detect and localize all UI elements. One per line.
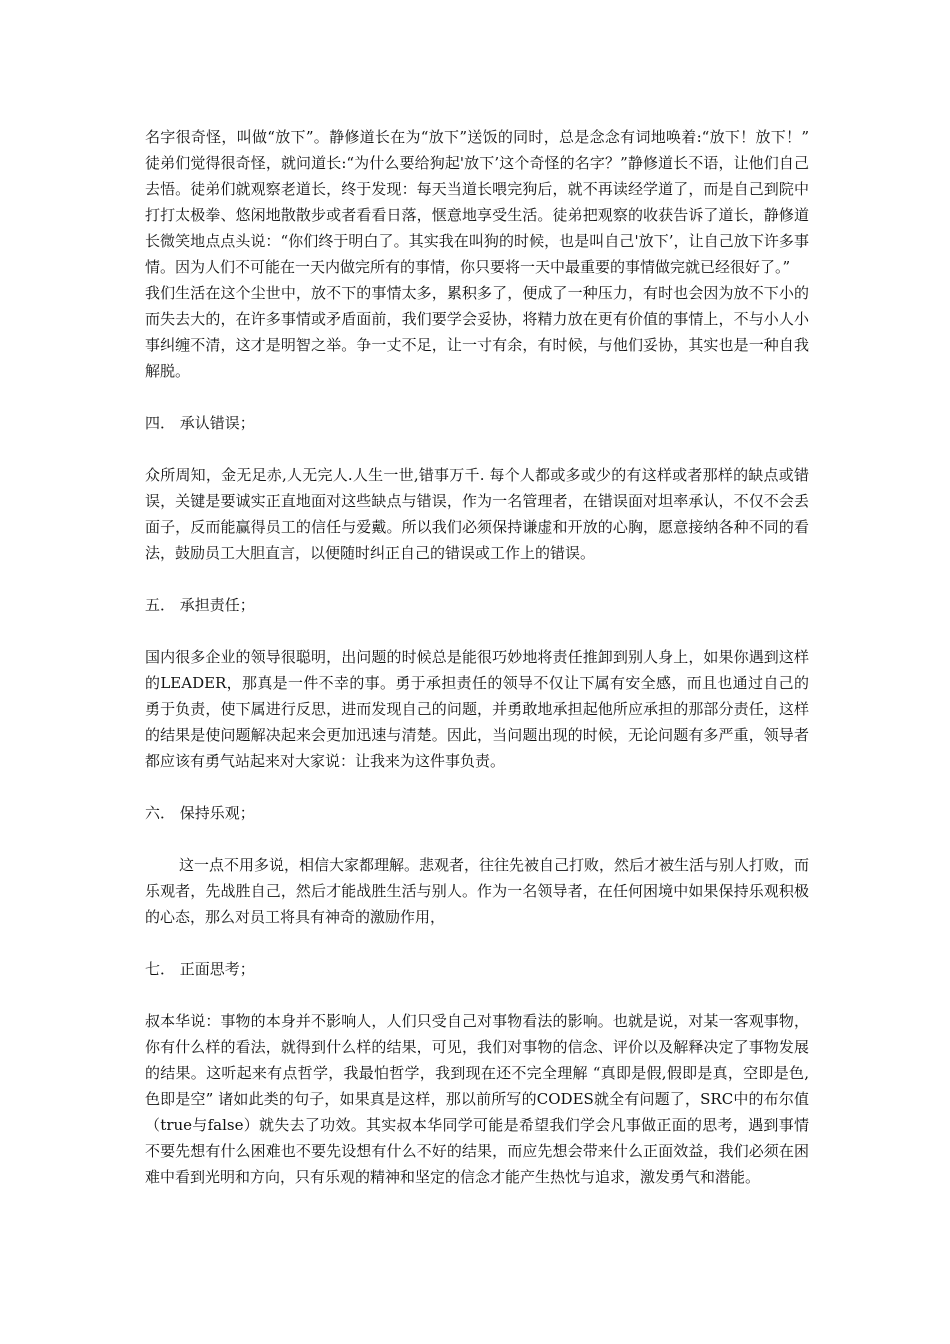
paragraph-stay-optimistic: 这一点不用多说，相信大家都理解。悲观者，往往先被自己打败，然后才被生活与别人打败，而乐观者，先战胜自己，然后才能战胜生活与别人。作为一名领导者，在任何困境中如果保持乐观积极的心态，那么对员工将具有神奇的激励作用， bbox=[145, 856, 810, 926]
paragraph-intro-compromise: 我们生活在这个尘世中，放不下的事情太多，累积多了，便成了一种压力，有时也会因为放不下小的而失去大的，在许多事情或矛盾面前，我们要学会妥协，将精力放在更有价值的事情上，不与小人小事纠缠不清，这才是明智之举。争一丈不足，让一寸有余，有时候，与他们妥协，其实也是一种自我解脱。 bbox=[145, 284, 809, 380]
paragraph-take-responsibility: 国内很多企业的领导很聪明，出问题的时候总是能很巧妙地将责任推卸到别人身上，如果你遇到这样的LEADER，那真是一件不幸的事。勇于承担责任的领导不仅让下属有安全感，而且也通过自己的勇于负责，使下属进行反思，进而发现自己的问题，并勇敢地承担起他所应承担的那部分责任，这样的结果是使问题解决起来会更加迅速与清楚。因此，当问题出现的时候，无论问题有多严重，领导者都应该有勇气站起来对大家说：让我来为这件事负责。 bbox=[145, 648, 809, 770]
section-heading-admit-mistakes: 四． 承认错误； bbox=[145, 414, 255, 432]
paragraph-positive-thinking: 叔本华说：事物的本身并不影响人，人们只受自己对事物看法的影响。也就是说，对某一客观事物，你有什么样的看法，就得到什么样的结果，可见，我们对事物的信念、评价以及解释决定了事物发展的结果。这听起来有点哲学，我最怕哲学，我到现在还不完全理解 “真即是假,假即是真，空即是色,色即是空” 诸如此类的句子，如果真是这样，那以前所写的CODES就全有问题了，SRC中的布尔值（true与false）就失去了功效。其实叔本华同学可能是希望我们学会凡事做正面的思考，遇到事情不要先想有什么困难也不要先设想有什么不好的结果，而应先想会带来什么正面效益，我们必须在困难中看到光明和方向，只有乐观的精神和坚定的信念才能产生热忱与追求，激发勇气和潜能。 bbox=[145, 1012, 809, 1186]
paragraph-admit-mistakes: 众所周知，金无足赤,人无完人.人生一世,错事万千. 每个人都或多或少的有这样或者那样的缺点或错误，关键是要诚实正直地面对这些缺点与错误，作为一名管理者，在错误面对坦率承认，不仅不会丢面子，反而能赢得员工的信任与爱戴。所以我们必须保持谦虚和开放的心胸，愿意接纳各种不同的看法，鼓励员工大胆直言，以便随时纠正自己的错误或工作上的错误。 bbox=[145, 466, 809, 562]
section-heading-stay-optimistic: 六． 保持乐观； bbox=[145, 804, 255, 822]
section-heading-positive-thinking: 七． 正面思考； bbox=[145, 960, 255, 978]
paragraph-intro-story: 名字很奇怪，叫做“放下”。静修道长在为“放下”送饭的同时，总是念念有词地唤着:“放下！放下！” 徒弟们觉得很奇怪，就问道长:“为什么要给狗起'放下’这个奇怪的名字？”静修道长不语，让他们自己去悟。徒弟们就观察老道长，终于发现：每天当道长喂完狗后，就不再读经学道了，而是自己到院中打打太极拳、悠闲地散散步或者看看日落，惬意地享受生活。徒弟把观察的收获告诉了道长，静修道长微笑地点点头说：“你们终于明白了。其实我在叫狗的时候，也是叫自己'放下’，让自己放下许多事情。因为人们不可能在一天内做完所有的事情，你只要将一天中最重要的事情做完就已经很好了。” bbox=[145, 128, 809, 276]
document-page bbox=[145, 124, 809, 1190]
section-heading-take-responsibility: 五． 承担责任； bbox=[145, 596, 255, 614]
